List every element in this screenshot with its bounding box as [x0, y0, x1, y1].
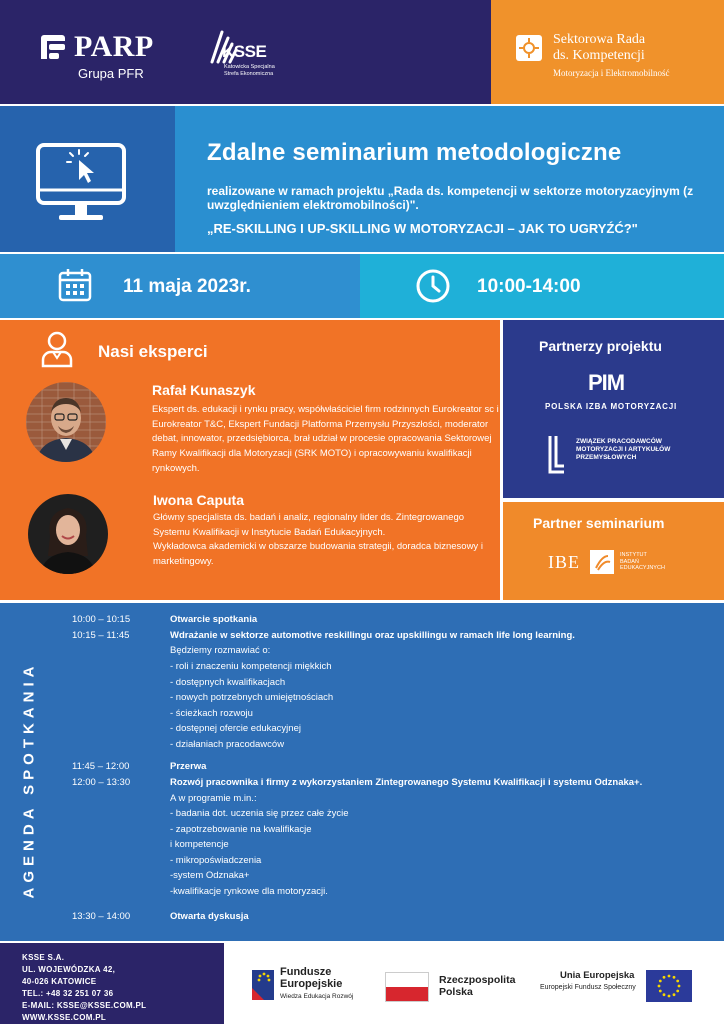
rp-name-line: Rzeczpospolita: [439, 974, 516, 986]
ue-sub: Europejski Fundusz Społeczny: [540, 984, 636, 991]
eu-flag-icon: [646, 970, 692, 1002]
agenda-detail-line: - mikropoświadczenia: [170, 855, 262, 866]
agenda-time: 10:15 – 11:45: [72, 630, 130, 641]
experts-title: Nasi eksperci: [98, 342, 208, 361]
sektorowa-rada-title-1: Sektorowa Rada: [553, 32, 646, 47]
event-motto: „RE-SKILLING I UP-SKILLING W MOTORYZACJI – JAK TO UGRYŹĆ?": [207, 221, 638, 236]
ibe-name-line: EDUKACYJNYCH: [620, 565, 665, 571]
agenda-detail-line: Będziemy rozmawiać o:: [170, 645, 271, 656]
ibe-mark-icon: [590, 550, 614, 574]
parp-subtitle: Grupa PFR: [78, 66, 144, 81]
footer-email: E-MAIL: KSSE@KSSE.COM.PL: [22, 1001, 147, 1010]
fe-name-line: Fundusze: [280, 966, 332, 978]
agenda-detail-line: -system Odznaka+: [170, 870, 250, 881]
footer-phone: TEL.: +48 32 251 07 36: [22, 989, 114, 998]
agenda-time: 11:45 – 12:00: [72, 761, 130, 772]
parp-name: PARP: [74, 30, 154, 63]
expert-bio-line: Wykładowca akademicki w obszarze budowania strategii, doradca biznesowy i marketingowy.: [153, 541, 483, 568]
fe-flag-icon: [250, 966, 276, 1002]
agenda-item-title: Otwarta dyskusja: [170, 911, 249, 922]
poland-flag-icon: [385, 972, 429, 1002]
footer-website: WWW.KSSE.COM.PL: [22, 1013, 107, 1022]
pim-logo: PIM: [588, 370, 625, 395]
expert-photo-rafal: [26, 382, 106, 462]
person-icon: [40, 330, 74, 368]
ksse-subtitle: Katowicka Specjalna Strefa Ekonomiczna: [224, 64, 275, 77]
fe-name-line: Europejskie: [280, 978, 343, 990]
calendar-icon: [58, 268, 92, 302]
agenda-item-title: Otwarcie spotkania: [170, 614, 258, 625]
agenda-label: [14, 630, 44, 930]
agenda-item-title: Wdrażanie w sektorze automotive reskillingu oraz upskillingu w ramach life long learning.: [170, 630, 575, 641]
agenda-detail-line: i kompetencje: [170, 839, 229, 850]
ue-name: Unia Europejska: [560, 970, 635, 981]
agenda-detail-line: - dostępnych kwalifikacjach: [170, 677, 286, 688]
zp-name: [576, 438, 670, 462]
agenda-item-title: Przerwa: [170, 761, 207, 772]
expert-bio: Ekspert ds. edukacji i rynku pracy, współwłaściciel firm rodzinnych Eurokreator sc i Eurokreator T&C, Ekspert Fundacji Platforma Przemysłu Przyszłości, moderator debat, innowator, przedsiębiorca, brał udział w procesie opracowania Sektorowej Ramy Kwalifikacji dla Motoryzacji (SRK MOTO) i opracowywaniu kwalifikacji rynkowych.: [152, 404, 499, 474]
expert-photo-iwona: [28, 494, 108, 574]
agenda-detail-line: - nowych potrzebnych umiejętnościach: [170, 692, 334, 703]
footer-address-line: KSSE S.A.: [22, 953, 65, 962]
agenda-time: 12:00 – 13:30: [72, 777, 131, 788]
ksse-name: KSSE: [222, 42, 267, 61]
agenda-detail-line: - ścieżkach rozwoju: [170, 708, 253, 719]
sektorowa-rada-mark-icon: [516, 35, 542, 61]
rp-name-line: Polska: [439, 986, 473, 998]
agenda-detail-line: - działaniach pracodawców: [170, 739, 285, 750]
agenda-detail-line: -kwalifikacje rynkowe dla motoryzacji.: [170, 886, 328, 897]
agenda-detail-line: - dostępnej ofercie edukacyjnej: [170, 723, 301, 734]
footer-address-line: UL. WOJEWÓDZKA 42,: [22, 965, 116, 974]
fe-sub: Wiedza Edukacja Rozwój: [280, 993, 354, 1000]
agenda-detail-line: - zapotrzebowanie na kwalifikacje: [170, 824, 312, 835]
event-subtitle: realizowane w ramach projektu „Rada ds. kompetencji w sektorze motoryzacyjnym (z uwzględnieniem elektromobilności)".: [207, 184, 694, 212]
ibe-name-line: BADAŃ: [620, 558, 639, 565]
zp-name-line: ZWIĄZEK PRACODAWCÓW: [576, 438, 662, 445]
footer-address-line: 40-026 KATOWICE: [22, 977, 97, 986]
agenda-detail-line: - roli i znaczeniu kompetencji miękkich: [170, 661, 332, 672]
agenda-detail-line: - badania dot. uczenia się przez całe życie: [170, 808, 349, 819]
agenda-time: 13:30 – 14:00: [72, 911, 131, 922]
ibe-name: [620, 552, 665, 572]
partners-title: Partnerzy projektu: [539, 338, 662, 354]
event-title: Zdalne seminarium metodologiczne: [207, 139, 622, 166]
agenda-label-text: AGENDA SPOTKANIA: [20, 661, 38, 899]
sektorowa-rada-subtitle: Motoryzacja i Elektromobilność: [553, 68, 670, 78]
clock-icon: [415, 268, 451, 304]
seminar-partner-title: Partner seminarium: [533, 515, 665, 531]
ksse-logo: [208, 28, 298, 92]
zp-name-line: PRZEMYSŁOWYCH: [576, 454, 637, 461]
agenda-time: 10:00 – 10:15: [72, 614, 131, 625]
parp-mark-icon: [40, 33, 66, 61]
expert-name: Iwona Caputa: [153, 492, 245, 508]
agenda-detail-line: A w programie m.in.:: [170, 793, 257, 804]
computer-monitor-icon: [35, 142, 127, 224]
ibe-name-line: INSTYTUT: [620, 552, 647, 558]
agenda-item-title: Rozwój pracownika i firmy z wykorzystaniem Zintegrowanego Systemu Kwalifikacji i systemu Odznaka+.: [170, 777, 643, 788]
expert-bio-line: Główny specjalista ds. badań i analiz, regionalny lider ds. Zintegrowanego Systemu Kwalifikacji w Instytucie Badań Edukacyjnych.: [153, 512, 465, 538]
event-date: 11 maja 2023r.: [123, 276, 251, 297]
sektorowa-rada-title-2: ds. Kompetencji: [553, 48, 645, 63]
pim-name: POLSKA IZBA MOTORYZACJI: [545, 402, 678, 411]
expert-name: Rafał Kunaszyk: [152, 382, 256, 398]
zp-mark-icon: [548, 434, 566, 474]
expert-bio: [153, 511, 501, 570]
footer-address: [22, 952, 146, 1024]
ibe-logo: IBE: [548, 552, 580, 572]
zp-name-line: MOTORYZACJI I ARTYKUŁÓW: [576, 446, 671, 453]
event-time: 10:00-14:00: [477, 276, 581, 297]
agenda-panel: [0, 603, 724, 941]
